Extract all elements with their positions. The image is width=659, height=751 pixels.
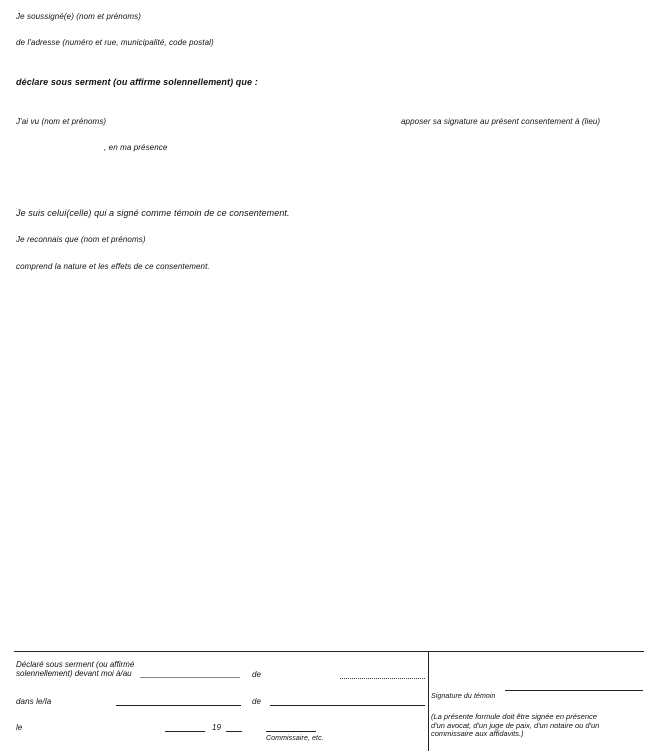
declared-line-2: solennellement) devant moi à/au: [16, 669, 132, 678]
declared-line-1: Déclaré sous serment (ou affirmé: [16, 660, 135, 669]
commissioner-line: [266, 731, 316, 732]
declaration-heading: déclare sous serment (ou affirme solennellement) que :: [16, 77, 258, 87]
dans-label: dans le/la: [16, 697, 52, 706]
apposer-label: apposer sa signature au présent consentement à (lieu): [401, 117, 601, 126]
lieu-line: [140, 677, 240, 678]
signature-label: Signature du témoin: [431, 693, 496, 700]
en-presence-label: , en ma présence: [104, 143, 168, 152]
declared-before-label: [16, 660, 134, 678]
adresse-label: de l'adresse (numéro et rue, municipalité, code postal): [16, 38, 214, 47]
date-line-2: [226, 731, 242, 732]
de-label-1: de: [252, 670, 262, 679]
temoin-statement: Je suis celui(celle) qui a signé comme témoin de ce consentement.: [16, 208, 290, 218]
de-line-1: [340, 678, 425, 680]
de-line-2: [270, 705, 425, 706]
year-prefix: 19: [212, 723, 222, 732]
le-label: le: [16, 723, 23, 732]
dans-line: [116, 705, 241, 706]
date-line-1: [165, 731, 205, 732]
footer-divider: [428, 651, 429, 751]
footer-top-rule: [14, 651, 644, 652]
note-line-3: commissaire aux affidavits.): [431, 729, 524, 738]
comprend-statement: comprend la nature et les effets de ce consentement.: [16, 262, 210, 271]
soussigne-label: Je soussigné(e) (nom et prénoms): [16, 12, 142, 21]
reconnais-label: Je reconnais que (nom et prénoms): [16, 235, 146, 244]
de-label-2: de: [252, 697, 262, 706]
signature-line: [505, 690, 643, 691]
note-line-1: (La présente formule doit être signée en présence: [431, 712, 597, 721]
signing-note: [431, 713, 599, 739]
jai-vu-label: J'ai vu (nom et prénoms): [16, 117, 107, 126]
note-line-2: d'un avocat, d'un juge de paix, d'un notaire ou d'un: [431, 720, 600, 730]
commissioner-label: Commissaire, etc.: [266, 735, 324, 742]
